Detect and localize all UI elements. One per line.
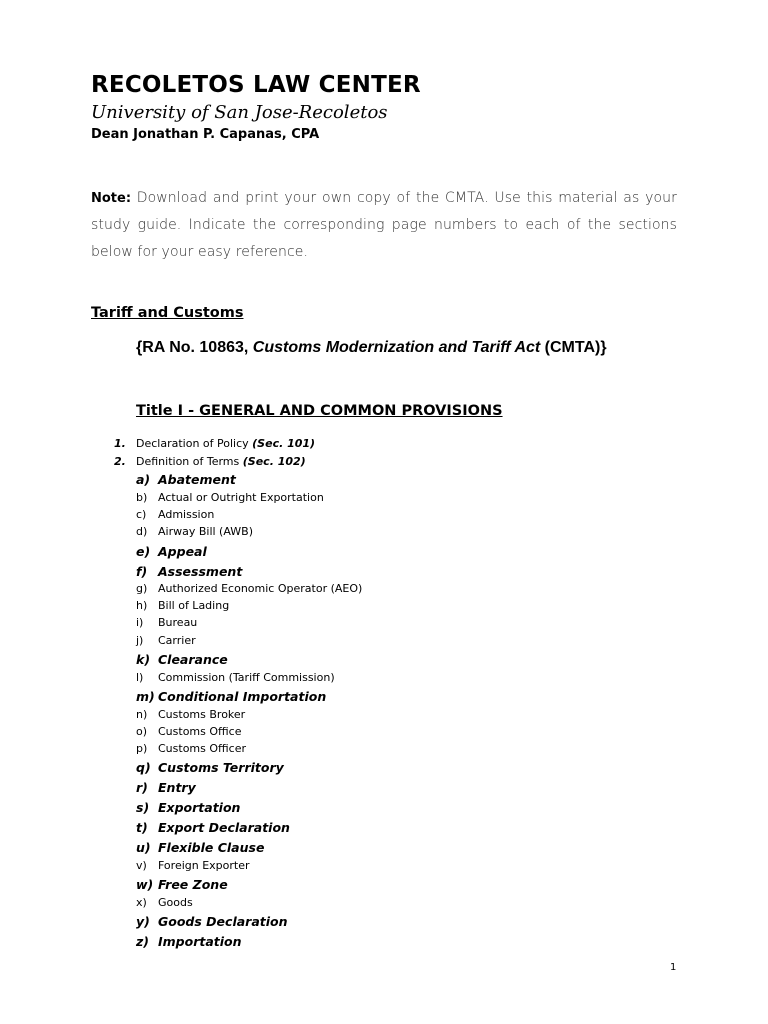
term-text: Importation <box>158 934 242 949</box>
term-text: Entry <box>158 780 196 795</box>
term-letter: s) <box>136 800 150 815</box>
term-letter: k) <box>136 652 151 667</box>
university-subtitle: University of San Jose-Recoletos <box>91 102 388 123</box>
dean-name: Dean Jonathan P. Capanas, CPA <box>91 127 320 142</box>
definition-term <box>136 914 288 929</box>
term-letter: c) <box>136 508 147 521</box>
term-text: Actual or Outright Exportation <box>158 491 324 504</box>
term-letter: b) <box>136 491 148 504</box>
term-letter: l) <box>136 671 144 684</box>
term-letter: o) <box>136 725 148 738</box>
definition-term <box>136 689 326 704</box>
definition-term <box>136 742 246 755</box>
term-letter: a) <box>136 472 151 487</box>
term-letter: f) <box>136 564 148 579</box>
ra-reference <box>136 339 607 357</box>
ra-suffix: (CMTA)} <box>540 339 607 356</box>
definition-term <box>136 544 207 559</box>
note-label: Note: <box>91 191 132 206</box>
definition-term <box>136 877 228 892</box>
item-number: 2. <box>114 455 126 468</box>
definition-term <box>136 859 250 872</box>
term-text: Flexible Clause <box>158 840 265 855</box>
term-letter: u) <box>136 840 151 855</box>
term-text: Conditional Importation <box>158 689 327 704</box>
term-text: Assessment <box>158 564 243 579</box>
term-letter: x) <box>136 896 147 909</box>
page-number: 1 <box>670 962 677 973</box>
numbered-item <box>114 455 306 468</box>
definition-term <box>136 599 229 612</box>
term-text: Foreign Exporter <box>158 859 250 872</box>
definition-term <box>136 582 362 595</box>
term-text: Appeal <box>158 544 207 559</box>
term-letter: h) <box>136 599 148 612</box>
definition-term <box>136 708 245 721</box>
term-letter: v) <box>136 859 147 872</box>
term-letter: m) <box>136 689 155 704</box>
term-letter: j) <box>136 634 144 647</box>
definition-term <box>136 800 240 815</box>
definition-term <box>136 671 335 684</box>
term-text: Goods Declaration <box>158 914 288 929</box>
term-letter: n) <box>136 708 148 721</box>
item-text: Definition of Terms <box>136 455 243 468</box>
term-text: Customs Office <box>158 725 242 738</box>
definition-term <box>136 760 284 775</box>
definition-term <box>136 725 241 738</box>
term-letter: w) <box>136 877 154 892</box>
term-letter: z) <box>136 934 149 949</box>
item-text: Declaration of Policy <box>136 437 253 450</box>
definition-term <box>136 840 264 855</box>
definition-term <box>136 634 196 647</box>
term-text: Exportation <box>158 800 241 815</box>
term-text: Carrier <box>158 634 196 647</box>
term-text: Airway Bill (AWB) <box>158 525 253 538</box>
title-one-heading: Title I - GENERAL AND COMMON PROVISIONS <box>136 403 503 419</box>
term-text: Abatement <box>158 472 236 487</box>
item-section: (Sec. 101) <box>252 437 316 450</box>
term-text: Bureau <box>158 616 198 629</box>
definition-term <box>136 472 236 487</box>
item-number: 1. <box>114 437 126 450</box>
item-section: (Sec. 102) <box>242 455 306 468</box>
term-letter: r) <box>136 780 148 795</box>
term-text: Customs Territory <box>158 760 284 775</box>
definition-term <box>136 564 242 579</box>
term-letter: p) <box>136 742 148 755</box>
term-text: Clearance <box>158 652 228 667</box>
definition-term <box>136 934 242 949</box>
term-letter: e) <box>136 544 151 559</box>
definition-term <box>136 525 253 538</box>
term-letter: d) <box>136 525 148 538</box>
numbered-item <box>114 437 315 450</box>
definition-term <box>136 616 197 629</box>
term-text: Commission (Tariff Commission) <box>158 671 335 684</box>
note-paragraph <box>91 185 677 266</box>
definition-term <box>136 491 324 504</box>
term-text: Free Zone <box>158 877 228 892</box>
definition-term <box>136 820 290 835</box>
ra-prefix: {RA No. 10863, <box>136 339 253 356</box>
document-title: RECOLETOS LAW CENTER <box>91 72 421 98</box>
definition-term <box>136 896 193 909</box>
term-letter: q) <box>136 760 151 775</box>
term-letter: i) <box>136 616 144 629</box>
definition-term <box>136 652 228 667</box>
section-heading: Tariff and Customs <box>91 305 244 321</box>
term-text: Admission <box>158 508 215 521</box>
ra-act-name: Customs Modernization and Tariff Act <box>252 339 541 356</box>
term-text: Goods <box>158 896 193 909</box>
term-letter: t) <box>136 820 148 835</box>
definition-term <box>136 508 214 521</box>
term-letter: g) <box>136 582 148 595</box>
term-letter: y) <box>136 914 150 929</box>
term-text: Authorized Economic Operator (AEO) <box>158 582 363 595</box>
term-text: Bill of Lading <box>158 599 230 612</box>
term-text: Customs Broker <box>158 708 246 721</box>
term-text: Export Declaration <box>158 820 290 835</box>
note-body: Download and print your own copy of the CMTA. Use this material as your study guide. Indicate the corresponding page numbers to each of the sections below for your easy reference. <box>91 190 677 260</box>
term-text: Customs Officer <box>158 742 246 755</box>
definition-term <box>136 780 196 795</box>
